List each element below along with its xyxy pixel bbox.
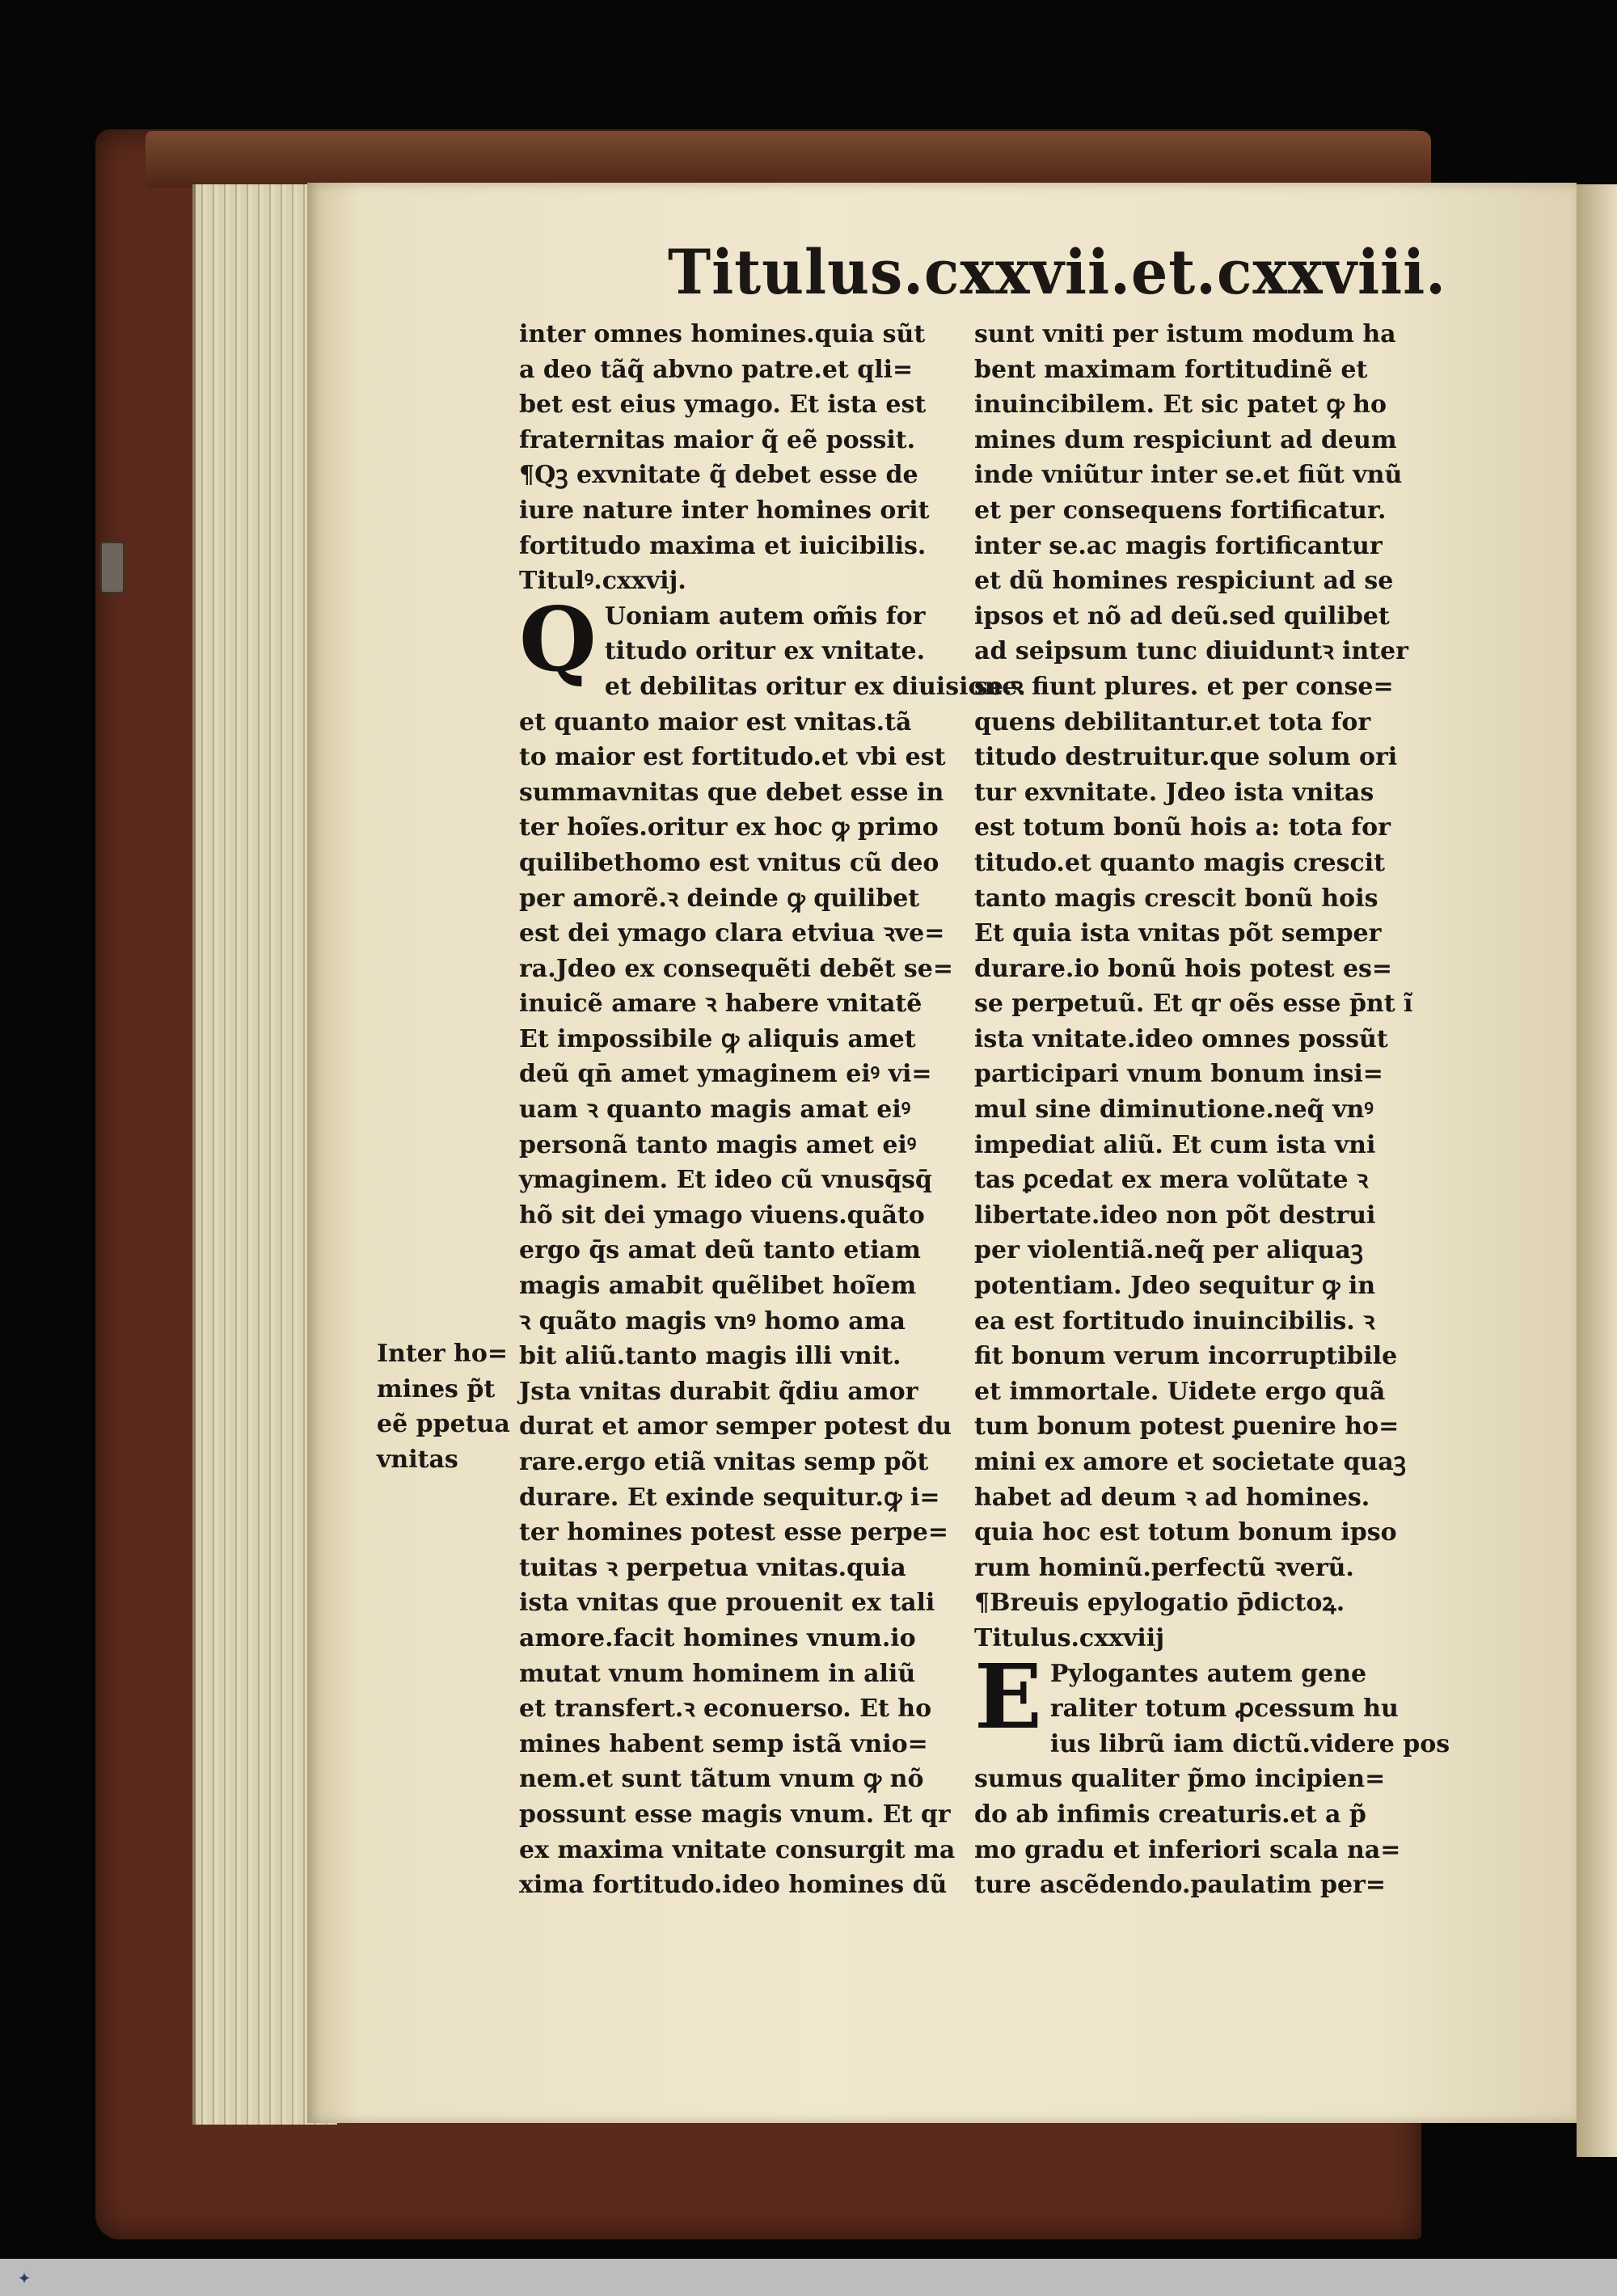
- text-line: titudo oritur ex vnitate.: [604, 637, 926, 666]
- text-line: inuincibilem. Et sic patet ꝙ ho: [974, 390, 1387, 420]
- text-line: habet ad deum ꝛ ad homines.: [974, 1483, 1370, 1512]
- text-column-right: [974, 317, 1450, 1903]
- text-line: tas ꝑcedat ex mera volũtate ꝛ: [974, 1166, 1369, 1195]
- text-line: impediat aliũ. Et cum ista vni: [974, 1130, 1376, 1159]
- text-line: mines dum respiciunt ad deum: [974, 425, 1397, 454]
- text-line: amore.facit homines vnum.io: [519, 1623, 916, 1652]
- text-line: ter hoĩes.oritur ex hoc ꝙ primo: [519, 813, 939, 842]
- text-line: iure nature inter homines orit: [519, 496, 930, 525]
- text-line: deũ qn̄ amet ymaginem eiꝰ vi=: [519, 1060, 932, 1089]
- text-line: durare.io bonũ hois potest es=: [974, 954, 1393, 983]
- text-line: inuicẽ amare ꝛ habere vnitatẽ: [519, 990, 922, 1019]
- text-line: xima fortitudo.ideo homines dũ: [519, 1871, 948, 1900]
- text-line: libertate.ideo non põt destrui: [974, 1201, 1376, 1230]
- text-column-left: [519, 317, 1026, 1903]
- viewer-footer-bar: [0, 2259, 1617, 2296]
- text-line: bit aliũ.tanto magis illi vnit.: [519, 1342, 901, 1371]
- text-line: Titulꝰ.cxxvij.: [519, 567, 686, 596]
- text-line: ex maxima vnitate consurgit ma: [519, 1835, 956, 1864]
- text-line: ergo q̄s amat deũ tanto etiam: [519, 1236, 921, 1265]
- facing-page-edge: [1577, 184, 1617, 2157]
- drop-capital: Q: [519, 586, 597, 691]
- text-line: est totum bonũ hois a: tota for: [974, 813, 1391, 842]
- text-line: tanto magis crescit bonũ hois: [974, 884, 1378, 913]
- text-line: se perpetuũ. Et qr oẽs esse p̄nt ĩ: [974, 990, 1413, 1019]
- text-line: ture ascẽdendo.paulatim per=: [974, 1871, 1386, 1900]
- margin-note-line: vnitas: [377, 1445, 458, 1474]
- text-line: bent maximam fortitudinẽ et: [974, 355, 1368, 384]
- text-line: participari vnum bonum insi=: [974, 1060, 1383, 1089]
- text-line: summavnitas que debet esse in: [519, 778, 944, 807]
- text-line: quilibethomo est vnitus cũ deo: [519, 848, 939, 877]
- text-line: et per consequens fortificatur.: [974, 496, 1387, 525]
- text-line: per violentiã.neq̃ per aliquaꝫ: [974, 1236, 1364, 1265]
- text-line: ymaginem. Et ideo cũ vnusq̄sq̄: [519, 1166, 932, 1195]
- text-line: titudo.et quanto magis crescit: [974, 848, 1386, 877]
- margin-note-line: eẽ ppetua: [377, 1410, 510, 1439]
- text-line: inter se.ac magis fortificantur: [974, 531, 1383, 560]
- text-line: ꝛ quãto magis vnꝰ homo ama: [519, 1306, 906, 1336]
- text-line: tuitas ꝛ perpetua vnitas.quia: [519, 1553, 906, 1582]
- text-line: raliter totum ꝓcessum hu: [1049, 1695, 1399, 1724]
- text-line: quens debilitantur.et tota for: [974, 707, 1371, 736]
- text-line: durare. Et exinde sequitur.ꝙ i=: [519, 1483, 940, 1512]
- text-line: bet est eius ymago. Et ista est: [519, 390, 927, 420]
- text-line: mutat vnum hominem in aliũ: [519, 1659, 916, 1688]
- text-line: mo gradu et inferiori scala na=: [974, 1835, 1401, 1864]
- text-line: magis amabit quẽlibet hoĩem: [519, 1272, 917, 1301]
- text-line: ius librũ iam dictũ.videre pos: [1049, 1729, 1450, 1758]
- text-line: Titulus.cxxviij: [974, 1623, 1165, 1652]
- text-line: Uoniam autem om̃is for: [604, 601, 926, 631]
- text-line: rare.ergo etiã vnitas semp põt: [519, 1448, 929, 1476]
- text-line: et debilitas oritur ex diuisione.: [604, 672, 1026, 701]
- text-line: potentiam. Jdeo sequitur ꝙ in: [974, 1272, 1376, 1301]
- text-line: personã tanto magis amet eiꝰ: [519, 1130, 917, 1159]
- running-title: Titulus.cxxvii.et.cxxviii.: [668, 236, 1447, 308]
- text-line: inter omnes homines.quia sũt: [519, 320, 926, 348]
- text-line: rum hominũ.perfectũ ꝛverũ.: [974, 1553, 1354, 1582]
- book-top-edge: [146, 131, 1431, 188]
- text-line: do ab infimis creaturis.et a p̃: [974, 1800, 1366, 1829]
- text-line: Pylogantes autem gene: [1049, 1659, 1367, 1688]
- text-line: ra.Jdeo ex consequẽti debẽt se=: [519, 954, 953, 983]
- text-line: ista vnitate.ideo omnes possũt: [974, 1024, 1388, 1053]
- text-line: nem.et sunt tãtum vnum ꝙ nõ: [519, 1765, 924, 1794]
- text-line: ¶Qꝫ exvnitate q̃ debet esse de: [519, 461, 918, 490]
- text-line: to maior est fortitudo.et vbi est: [519, 743, 946, 772]
- text-line: sumus qualiter p̃mo incipien=: [974, 1765, 1386, 1794]
- text-line: ea est fortitudo inuincibilis. ꝛ: [974, 1306, 1375, 1336]
- margin-note-line: mines p̃t: [377, 1374, 496, 1403]
- marginal-note: [377, 1336, 516, 1477]
- text-line: sunt vniti per istum modum ha: [974, 320, 1396, 348]
- text-line: ter homines potest esse perpe=: [519, 1518, 948, 1547]
- text-line: Et impossibile ꝙ aliquis amet: [519, 1024, 916, 1053]
- text-line: fortitudo maxima et iuicibilis.: [519, 531, 927, 560]
- text-line: et quanto maior est vnitas.tã: [519, 707, 912, 736]
- text-line: Jsta vnitas durabit q̃diu amor: [519, 1377, 918, 1406]
- text-line: et immortale. Uidete ergo quã: [974, 1377, 1386, 1406]
- margin-note-line: Inter ho=: [377, 1340, 508, 1368]
- text-line: fraternitas maior q̃ eẽ possit.: [519, 425, 916, 454]
- library-logo-icon: ✦: [17, 2269, 32, 2288]
- text-line: fit bonum verum incorruptibile: [974, 1342, 1398, 1371]
- text-line: ad seipsum tunc diuiduntꝛ inter: [974, 637, 1408, 666]
- text-line: se.ꝛ fiunt plures. et per conse=: [974, 672, 1394, 701]
- text-line: a deo tãq̃ abvno patre.et qli=: [519, 355, 914, 384]
- text-line: possunt esse magis vnum. Et qr: [519, 1800, 951, 1829]
- text-line: ¶Breuis epylogatio p̄dictoꝝ.: [974, 1589, 1345, 1618]
- text-line: mines habent semp istã vnio=: [519, 1729, 928, 1758]
- text-line: per amorẽ.ꝛ deinde ꝙ quilibet: [519, 884, 920, 913]
- text-line: tur exvnitate. Jdeo ista vnitas: [974, 778, 1374, 807]
- text-line: durat et amor semper potest du: [519, 1412, 952, 1441]
- text-line: titudo destruitur.que solum ori: [974, 743, 1398, 772]
- text-line: uam ꝛ quanto magis amat eiꝰ: [519, 1095, 911, 1125]
- text-line: inde vniũtur inter se.et fiũt vnũ: [974, 461, 1403, 490]
- text-line: et transfert.ꝛ econuerso. Et ho: [519, 1695, 932, 1724]
- drop-capital: E: [974, 1644, 1042, 1749]
- text-line: Et quia ista vnitas põt semper: [974, 919, 1382, 948]
- text-line: ipsos et nõ ad deũ.sed quilibet: [974, 601, 1390, 631]
- text-line: quia hoc est totum bonum ipso: [974, 1518, 1397, 1547]
- text-line: et dũ homines respiciunt ad se: [974, 567, 1394, 596]
- text-line: est dei ymago clara etviua ꝛve=: [519, 919, 945, 948]
- text-line: ista vnitas que prouenit ex tali: [519, 1589, 935, 1618]
- text-line: mul sine diminutione.neq̃ vnꝰ: [974, 1095, 1374, 1125]
- book-clasp: [100, 542, 125, 593]
- text-line: mini ex amore et societate quaꝫ: [974, 1448, 1407, 1476]
- text-line: hõ sit dei ymago viuens.quãto: [519, 1201, 925, 1230]
- text-line: tum bonum potest ꝑuenire ho=: [974, 1412, 1400, 1441]
